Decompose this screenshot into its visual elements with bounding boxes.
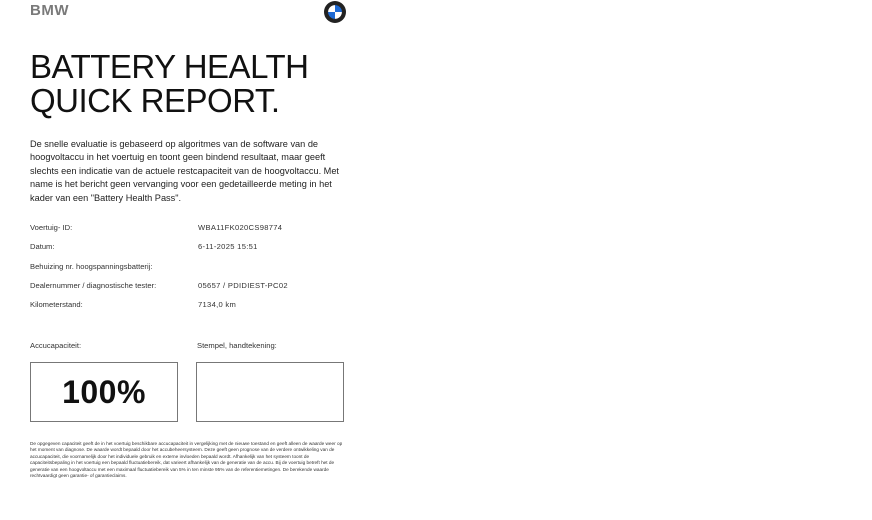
report-document (0, 0, 360, 520)
field-label: Dealernummer / diagnostische tester: (30, 280, 157, 290)
field-value: WBA11FK020CS98774 (198, 223, 283, 232)
report-title-line-2: QUICK REPORT. (30, 82, 280, 119)
bmw-roundel-icon (322, 0, 348, 24)
field-row-dealer-tester (30, 281, 350, 300)
intro-paragraph: De snelle evaluatie is gebaseerd op algoritmes van de software van de hoogvoltaccu in het voertuig en toont geen bindend resultaat, maar geeft slechts een indicatie van de actuele restcapaciteit van de hoogvoltaccu. Met name is het bericht geen vervanging voor een gedetailleerde meting in het kader van een "Battery Health Pass". (30, 139, 339, 203)
brand-wordmark: BMW (30, 2, 69, 19)
stamp-signature-box (196, 362, 344, 422)
capacity-label: Accucapaciteit: (30, 341, 82, 350)
field-row-battery-housing (30, 262, 350, 281)
field-row-date (30, 242, 350, 261)
field-value: 05657 / PDIDIEST-PC02 (198, 280, 288, 290)
field-label: Voertuig- ID: (30, 223, 73, 232)
stamp-label: Stempel, handtekening: (197, 341, 277, 350)
field-label: Behuizing nr. hoogspanningsbatterij: (30, 261, 153, 271)
report-title-line-1: BATTERY HEALTH (30, 48, 309, 85)
field-row-mileage (30, 300, 350, 319)
capacity-value: 100% (62, 373, 146, 410)
vehicle-info-fields (30, 223, 350, 319)
capacity-box (30, 362, 178, 422)
field-value: 7134,0 km (198, 300, 237, 310)
report-title (30, 50, 308, 118)
field-label: Kilometerstand: (30, 300, 83, 310)
field-value: 6-11-2025 15:51 (198, 242, 258, 252)
field-row-vehicle-id (30, 223, 350, 242)
field-label: Datum: (30, 242, 55, 252)
disclaimer-footnote: De opgegeven capaciteit geeft de in het voertuig beschikbare accucapaciteit in vergelijking met de nieuwe toestand en geeft alleen de waarde weer op het moment van diagnose. De waarde wordt bepaald door het accubeheersysteem. Deze geeft geen prognose van de verdere ontwikkeling van de accucapaciteit, die voornamelijk door het individuele gebruik en externe invloeden bepaald wordt. Afhankelijk van het systeem toont de capaciteitsbepaling in het voertuig een bepaald fluctuatiebereik, dat varieert afhankelijk van de generatie van de accu. Bij de voertuig betreft het de generatie van een hoogvoltaccu met een maximaal fluctuatiebereik van 5% in ten minste 95% van de referentiemetingen. De berekende waarde rechtvaardigt geen garantie- of garantieclaims. (30, 441, 343, 479)
